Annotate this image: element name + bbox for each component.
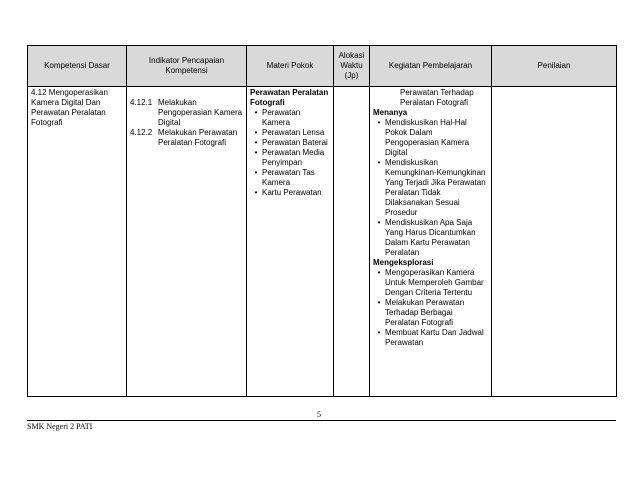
header-kompetensi-dasar: Kompetensi Dasar: [28, 46, 127, 87]
materi-list: [250, 108, 330, 198]
materi-item-text: Perawatan Media Penyimpan: [262, 148, 325, 167]
bullet-icon: •: [377, 218, 381, 227]
materi-item-text: Perawatan Lensa: [262, 128, 325, 137]
cell-alokasi-waktu: [334, 87, 370, 397]
materi-item-text: Kartu Perawatan: [262, 188, 322, 197]
bullet-icon: •: [254, 168, 258, 177]
cell-kegiatan-pembelajaran: [370, 87, 492, 397]
bullet-icon: •: [377, 268, 381, 277]
bullet-icon: •: [254, 138, 258, 147]
kegiatan-item-text: Mengoperasikan Kamera Untuk Memperoleh Gambar Dengan Criteria Tertentu: [385, 268, 484, 297]
bullet-icon: •: [254, 128, 258, 137]
bullet-icon: •: [254, 108, 258, 117]
bullet-icon: •: [254, 188, 258, 197]
indikator-text: Melakukan Pengoperasian Kamera Digital: [158, 98, 243, 127]
kegiatan-section-list: [373, 268, 488, 348]
kegiatan-section-heading: Menanya: [373, 108, 408, 117]
indikator-item: [130, 128, 243, 148]
indikator-list: [130, 98, 243, 148]
kegiatan-item: [373, 268, 488, 298]
header-kegiatan-pembelajaran: Kegiatan Pembelajaran: [370, 46, 492, 87]
materi-item-text: Perawatan Kamera: [262, 108, 301, 127]
kegiatan-item-text: Mendiskusikan Apa Saja Yang Harus Dicantumkan Dalam Kartu Perawatan Peralatan: [385, 218, 476, 257]
materi-item: [250, 108, 330, 128]
kegiatan-section-list: [373, 118, 488, 258]
materi-item: [250, 148, 330, 168]
materi-item: [250, 128, 330, 138]
kegiatan-lead: Perawatan Terhadap Peralatan Fotografi: [400, 88, 474, 107]
materi-title: Perawatan Peralatan Fotografi: [250, 88, 329, 107]
indikator-number: 4.12.1: [130, 98, 153, 107]
cell-penilaian: [492, 87, 617, 397]
materi-item: [250, 138, 330, 148]
indikator-item: [130, 98, 243, 128]
bullet-icon: •: [377, 328, 381, 337]
syllabus-table: [27, 45, 617, 397]
cell-kompetensi-dasar: 4.12 Mengoperasikan Kamera Digital Dan Perawatan Peralatan Fotografi: [28, 87, 127, 397]
table-row: [28, 87, 617, 397]
footer-school-name: SMK Negeri 2 PATI: [27, 422, 93, 431]
table-header-row: [28, 46, 617, 87]
kegiatan-item-text: Melakukan Perawatan Terhadap Berbagai Peralatan Fotografi: [385, 298, 465, 327]
kegiatan-item-text: Membuat Kartu Dan Jadwal Perawatan: [385, 328, 484, 347]
cell-materi-pokok: [247, 87, 334, 397]
header-indikator: Indikator Pencapaian Kompetensi: [127, 46, 247, 87]
indikator-text: Melakukan Perawatan Peralatan Fotografi: [158, 128, 238, 147]
kegiatan-item: [373, 118, 488, 158]
bullet-icon: •: [377, 118, 381, 127]
indikator-number: 4.12.2: [130, 128, 153, 137]
materi-item: [250, 188, 330, 198]
kegiatan-item-text: Mendiskusikan Hal-Hal Pokok Dalam Pengoperasian Kamera Digital: [385, 118, 470, 157]
kegiatan-section-heading: Mengeksplorasi: [373, 258, 434, 267]
kegiatan-item-text: Mendiskusikan Kemungkinan-Kemungkinan Yang Terjadi Jika Perawatan Peralatan Tidak Dilaksanakan Sesuai Prosedur: [385, 158, 486, 217]
bullet-icon: •: [377, 298, 381, 307]
materi-item-text: Perawatan Tas Kamera: [262, 168, 315, 187]
kegiatan-sections: [373, 108, 488, 348]
footer-divider: [27, 420, 616, 421]
header-alokasi-waktu: Alokasi Waktu (Jp): [334, 46, 370, 87]
header-penilaian: Penilaian: [492, 46, 617, 87]
kegiatan-item: [373, 328, 488, 348]
header-materi-pokok: Materi Pokok: [247, 46, 334, 87]
cell-indikator: [127, 87, 247, 397]
bullet-icon: •: [377, 158, 381, 167]
kegiatan-item: [373, 158, 488, 218]
kegiatan-item: [373, 218, 488, 258]
page-number: 5: [317, 410, 321, 419]
materi-item: [250, 168, 330, 188]
materi-item-text: Perawatan Baterai: [262, 138, 328, 147]
kegiatan-item: [373, 298, 488, 328]
bullet-icon: •: [254, 148, 258, 157]
